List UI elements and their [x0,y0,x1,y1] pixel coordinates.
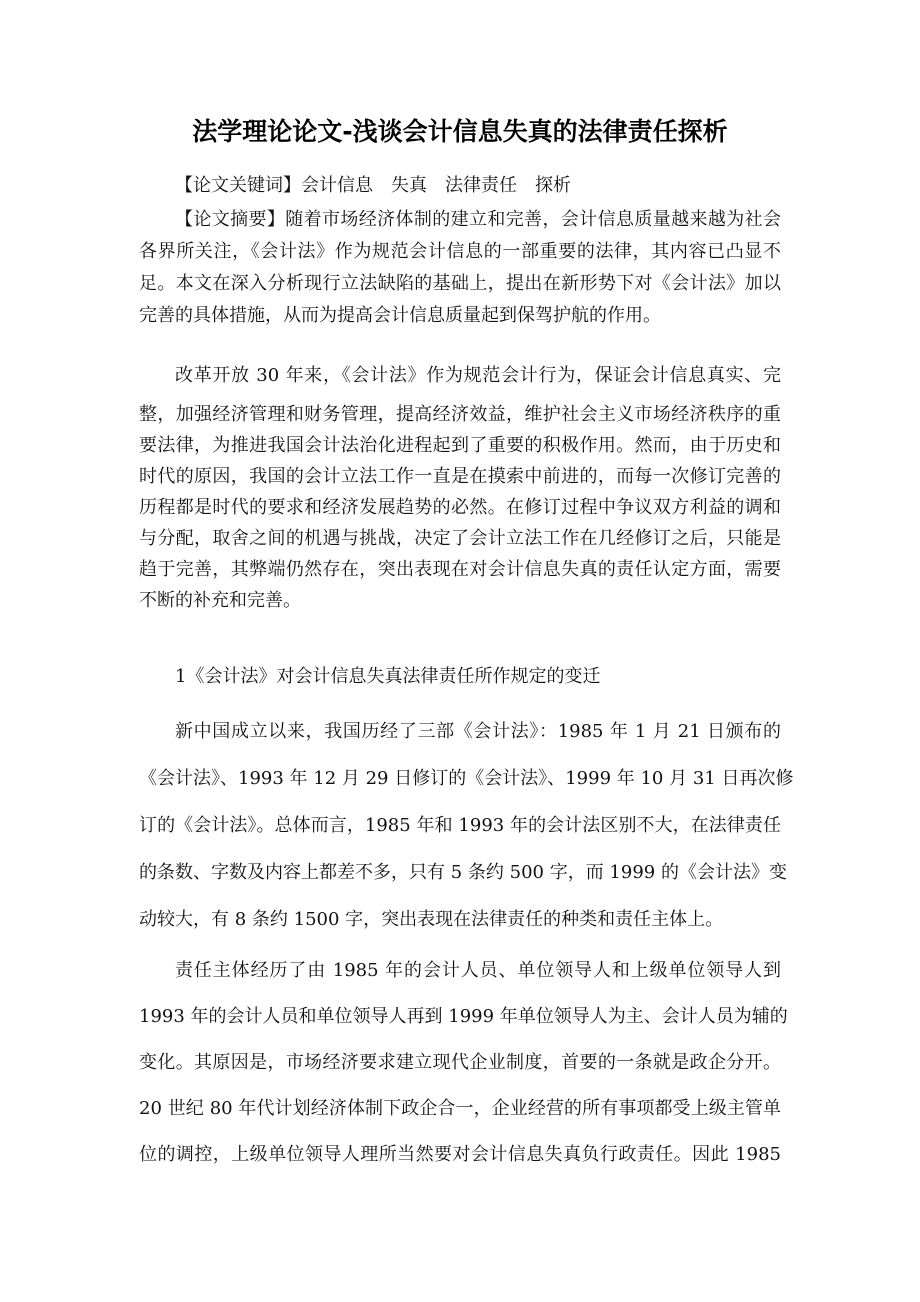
paragraph-line: 1993 年的会计人员和单位领导人再到 1999 年单位领导人为主、会计人员为辅的 [139,1006,788,1027]
abstract-label: 【论文摘要】 [175,209,286,230]
paragraph-line: 订的《会计法》。总体而言，1985 年和 1993 年的会计法区别不大，在法律责任 [139,815,781,836]
paragraph-line: 时代的原因，我国的会计立法工作一直是在摸索中前进的，而每一次修订完善的 [139,466,781,487]
keywords-line [139,170,781,202]
abstract-line: 各界所关注，《会计法》作为规范会计信息的一部重要的法律，其内容已凸显不 [139,241,781,262]
section-heading [139,661,781,693]
paragraph-line: 的条数、字数及内容上都差不多，只有 5 条约 500 字，而 1999 的《会计法》变 [139,862,787,883]
paragraph-line: 要法律，为推进我国会计法治化进程起到了重要的积极作用。然而，由于历史和 [139,435,781,456]
section-heading-text: 1《会计法》对会计信息失真法律责任所作规定的变迁 [175,666,601,687]
paragraph-line: 20 世纪 80 年代计划经济体制下政企合一，企业经营的所有事项都受上级主管单 [139,1098,781,1119]
keywords-text: 会计信息 失真 法律责任 探析 [301,175,571,196]
paragraph-line: 不断的补充和完善。 [139,590,301,611]
keywords-wrap [139,175,571,196]
abstract-paragraph [139,204,781,332]
paragraph-line: 趋于完善，其弊端仍然存在，突出表现在对会计信息失真的责任认定方面，需要 [139,559,781,580]
paragraph-line: 新中国成立以来，我国历经了三部《会计法》：1985 年 1 月 21 日颁布的 [175,721,781,742]
abstract-line: 完善的具体措施，从而为提高会计信息质量起到保驾护航的作用。 [139,305,661,326]
paragraph-line: 与分配，取舍之间的机遇与挑战，决定了会计立法工作在几经修订之后，只能是 [139,528,781,549]
abstract-line [139,204,781,236]
paragraph-line: 历程都是时代的要求和经济发展趋势的必然。在修订过程中争议双方利益的调和 [139,497,781,518]
abstract-line-text: 随着市场经济体制的建立和完善，会计信息质量越来越为社会 [285,209,781,230]
paragraph-line: 责任主体经历了由 1985 年的会计人员、单位领导人和上级单位领导人到 [175,960,781,981]
paragraph-line: 改革开放 30 年来，《会计法》作为规范会计行为，保证会计信息真实、完 [175,365,781,386]
paragraph-line: 动较大，有 8 条约 1500 字，突出表现在法律责任的种类和责任主体上。 [139,909,724,930]
paragraph-line: 位的调控，上级单位领导人理所当然要对会计信息失真负行政责任。因此 1985 [139,1144,781,1165]
document-title: 法学理论论文-浅谈会计信息失真的法律责任探析 [192,117,728,146]
paragraph-line: 《会计法》、1993 年 12 月 29 日修订的《会计法》、1999 年 10 月 31 日再次修 [139,768,794,789]
paragraph-line: 变化。其原因是，市场经济要求建立现代企业制度，首要的一条就是政企分开。 [139,1052,781,1073]
abstract-line: 足。本文在深入分析现行立法缺陷的基础上，提出在新形势下对《会计法》加以 [139,273,781,294]
paragraph-line: 整，加强经济管理和财务管理，提高经济效益，维护社会主义市场经济秩序的重 [139,404,781,425]
body-paragraph-3 [139,948,788,1178]
keywords-label: 【论文关键词】 [175,175,301,196]
body-paragraph-1 [139,352,781,616]
body-paragraph-2 [139,708,794,943]
